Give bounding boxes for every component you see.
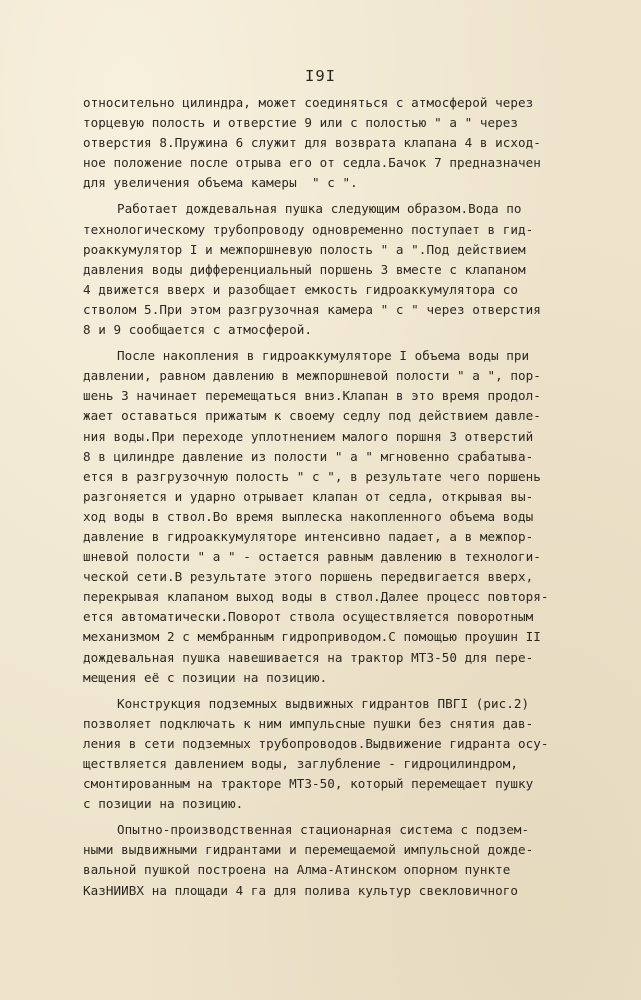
text-line: технологическому трубопроводу одновременно поступает в гид-	[83, 221, 534, 237]
text-line: шневой полости " а " - остается равным давлению в технологи-	[83, 549, 541, 565]
text-line: ется в разгрузочную полость " с ", в результате чего поршень	[83, 468, 541, 484]
text-line: для увеличения объема камеры " с ".	[83, 175, 358, 191]
text-line: смонтированным на тракторе МТЗ-50, который перемещает пушку	[83, 776, 534, 792]
text-line: ется автоматически.Поворот ствола осуществляется поворотным	[83, 609, 534, 625]
text-line: Опытно-производственная стационарная система с подзем-	[117, 822, 530, 838]
text-line: относительно цилиндра, может соединяться с атмосферой через	[83, 95, 534, 110]
paragraph	[83, 820, 585, 900]
page-number: I9I	[305, 67, 336, 85]
paragraph	[83, 346, 585, 688]
text-line: После накопления в гидроаккумуляторе I объема воды при	[117, 348, 530, 364]
text-line: роаккумулятор I и межпоршневую полость " а ".Под действием	[83, 241, 526, 257]
text-line: КазНИИВХ на площади 4 га для полива культур свекловичного	[83, 882, 519, 898]
text-line: 8 в цилиндре давление из полости " а " мгновенно срабатыва-	[83, 448, 534, 464]
text-line: шень 3 начинает перемещаться вниз.Клапан в это время продол-	[83, 388, 541, 404]
text-line: Работает дождевальная пушка следующим образом.Вода по	[117, 201, 522, 217]
text-line: с позиции на позицию.	[83, 796, 244, 812]
text-line: стволом 5.При этом разгрузочная камера " с " через отверстия	[83, 301, 541, 317]
text-line: позволяет подключать к ним импульсные пушки без снятия дав-	[83, 715, 534, 731]
text-line: вальной пушкой построена на Алма-Атинском опорном пункте	[83, 862, 511, 878]
text-line: ческой сети.В результате этого поршень передвигается вверх,	[83, 569, 534, 585]
text-line: ное положение после отрыва его от седла.Бачок 7 предназначен	[83, 155, 541, 171]
text-line: 8 и 9 сообщается с атмосферой.	[83, 322, 312, 338]
text-line: торцевую полость и отверстие 9 или с полостью " а " через	[83, 115, 519, 131]
text-line: ными выдвижными гидрантами и перемещаемой импульсной дожде-	[83, 842, 534, 858]
paragraph	[83, 694, 585, 815]
text-line: механизмом 2 с мембранным гидроприводом.С помощью проушин II	[83, 629, 541, 645]
text-line: перекрывая клапаном выход воды в ствол.Далее процесс повторя-	[83, 589, 549, 605]
text-line: разгоняется и ударно отрывает клапан от седла, открывая вы-	[83, 488, 534, 504]
text-line: мещения её с позиции на позицию.	[83, 669, 328, 685]
paragraph	[83, 93, 585, 193]
text-line: давления воды дифференциальный поршень 3 вместе с клапаном	[83, 261, 526, 277]
paragraph	[83, 199, 585, 340]
text-line: давлении, равном давлению в межпоршневой полости " а ", пор-	[83, 368, 541, 384]
text-line: отверстия 8.Пружина 6 служит для возврата клапана 4 в исход-	[83, 135, 541, 151]
text-line: давление в гидроаккумуляторе интенсивно падает, а в межпор-	[83, 528, 534, 544]
text-line: ления в сети подземных трубопроводов.Выдвижение гидранта осу-	[83, 735, 549, 751]
text-line: Конструкция подземных выдвижных гидрантов ПВГI (рис.2)	[117, 695, 530, 711]
text-line: ществляется давлением воды, заглубление - гидроцилиндром,	[83, 756, 519, 771]
text-line: 4 движется вверх и разобщает емкость гидроаккумулятора со	[83, 281, 519, 297]
text-line: жает оставаться прижатым к своему седлу под действием давле-	[83, 408, 541, 424]
text-line: ния воды.При переходе уплотнением малого поршня 3 отверстий	[83, 428, 534, 444]
body-text	[83, 93, 585, 901]
text-line: дождевальная пушка навешивается на трактор МТЗ-50 для пере-	[83, 649, 534, 665]
text-line: ход воды в ствол.Во время выплеска накопленного объема воды	[83, 508, 534, 524]
